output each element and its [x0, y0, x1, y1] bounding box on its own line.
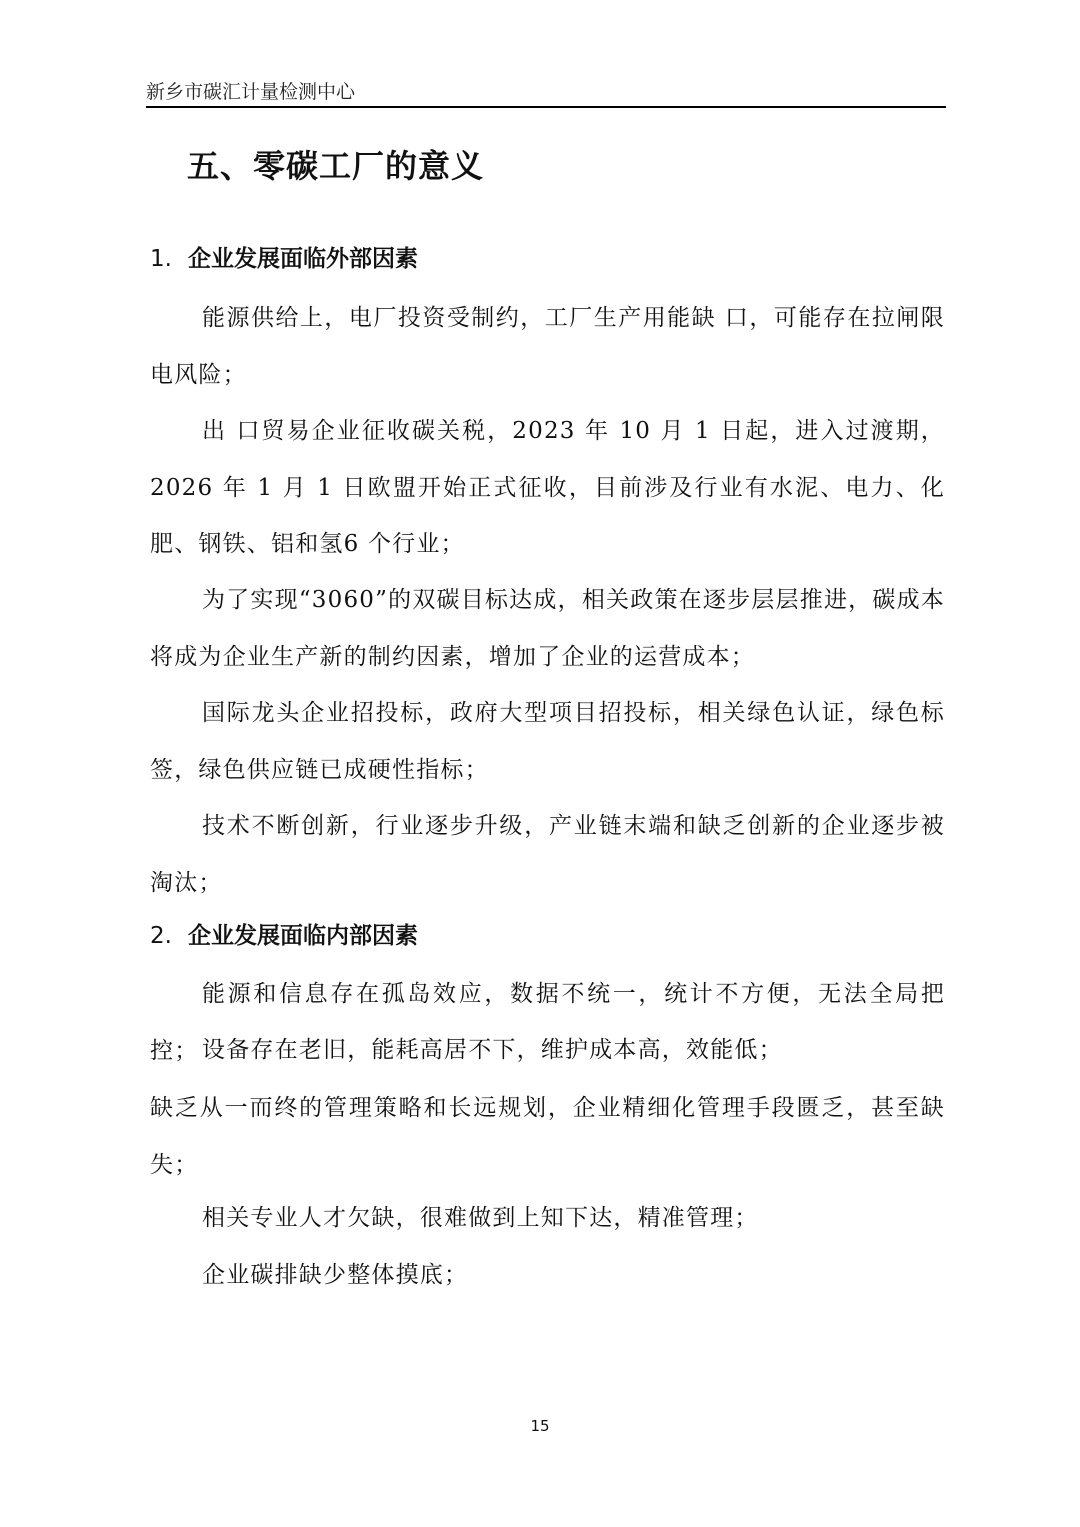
paragraph: 缺乏从一而终的管理策略和长远规划，企业精细化管理手段匮乏，甚至缺失；: [150, 1095, 945, 1178]
paragraph: 能源供给上，电厂投资受制约，工厂生产用能缺 口，可能存在拉闸限电风险；: [150, 305, 945, 388]
paragraph: 为了实现“3060”的双碳目标达成，相关政策在逐步层层推进，碳成本将成为企业生产新的制约因素，增加了企业的运营成本；: [150, 587, 945, 670]
header-divider: [146, 106, 946, 108]
paragraph: 国际龙头企业招投标，政府大型项目招投标，相关绿色认证，绿色标签，绿色供应链已成硬性指标；: [150, 700, 945, 783]
section-number: 1.: [150, 246, 172, 272]
page-number: 15: [530, 1417, 550, 1435]
page-title: 五、零碳工厂的意义: [187, 147, 485, 185]
paragraph: 技术不断创新，行业逐步升级，产业链末端和缺乏创新的企业逐步被淘汰；: [150, 813, 945, 896]
paragraph: 企业碳排缺少整体摸底；: [202, 1262, 469, 1288]
header-org-name: 新乡市碳汇计量检测中心: [146, 81, 356, 103]
paragraph: 设备存在老旧，能耗高居不下，维护成本高，效能低；: [202, 1037, 783, 1063]
section-heading-external: [150, 241, 418, 277]
paragraph: 能源和信息存在孤岛效应，数据不统一，统计不方便，无法全局把控；: [150, 981, 945, 1064]
section-heading-text: 企业发展面临内部因素: [188, 923, 418, 949]
section-heading-text: 企业发展面临外部因素: [188, 246, 418, 272]
paragraph: 出 口贸易企业征收碳关税，2023 年 10 月 1 日起，进入过渡期，2026 年 1 月 1 日欧盟开始正式征收，目前涉及行业有水泥、电力、化肥、钢铁、铝和氢6 个行业；: [150, 418, 945, 557]
paragraph: 相关专业人才欠缺，很难做到上知下达，精准管理；: [202, 1205, 759, 1231]
section-heading-internal: [150, 918, 418, 954]
section-number: 2.: [150, 923, 172, 949]
